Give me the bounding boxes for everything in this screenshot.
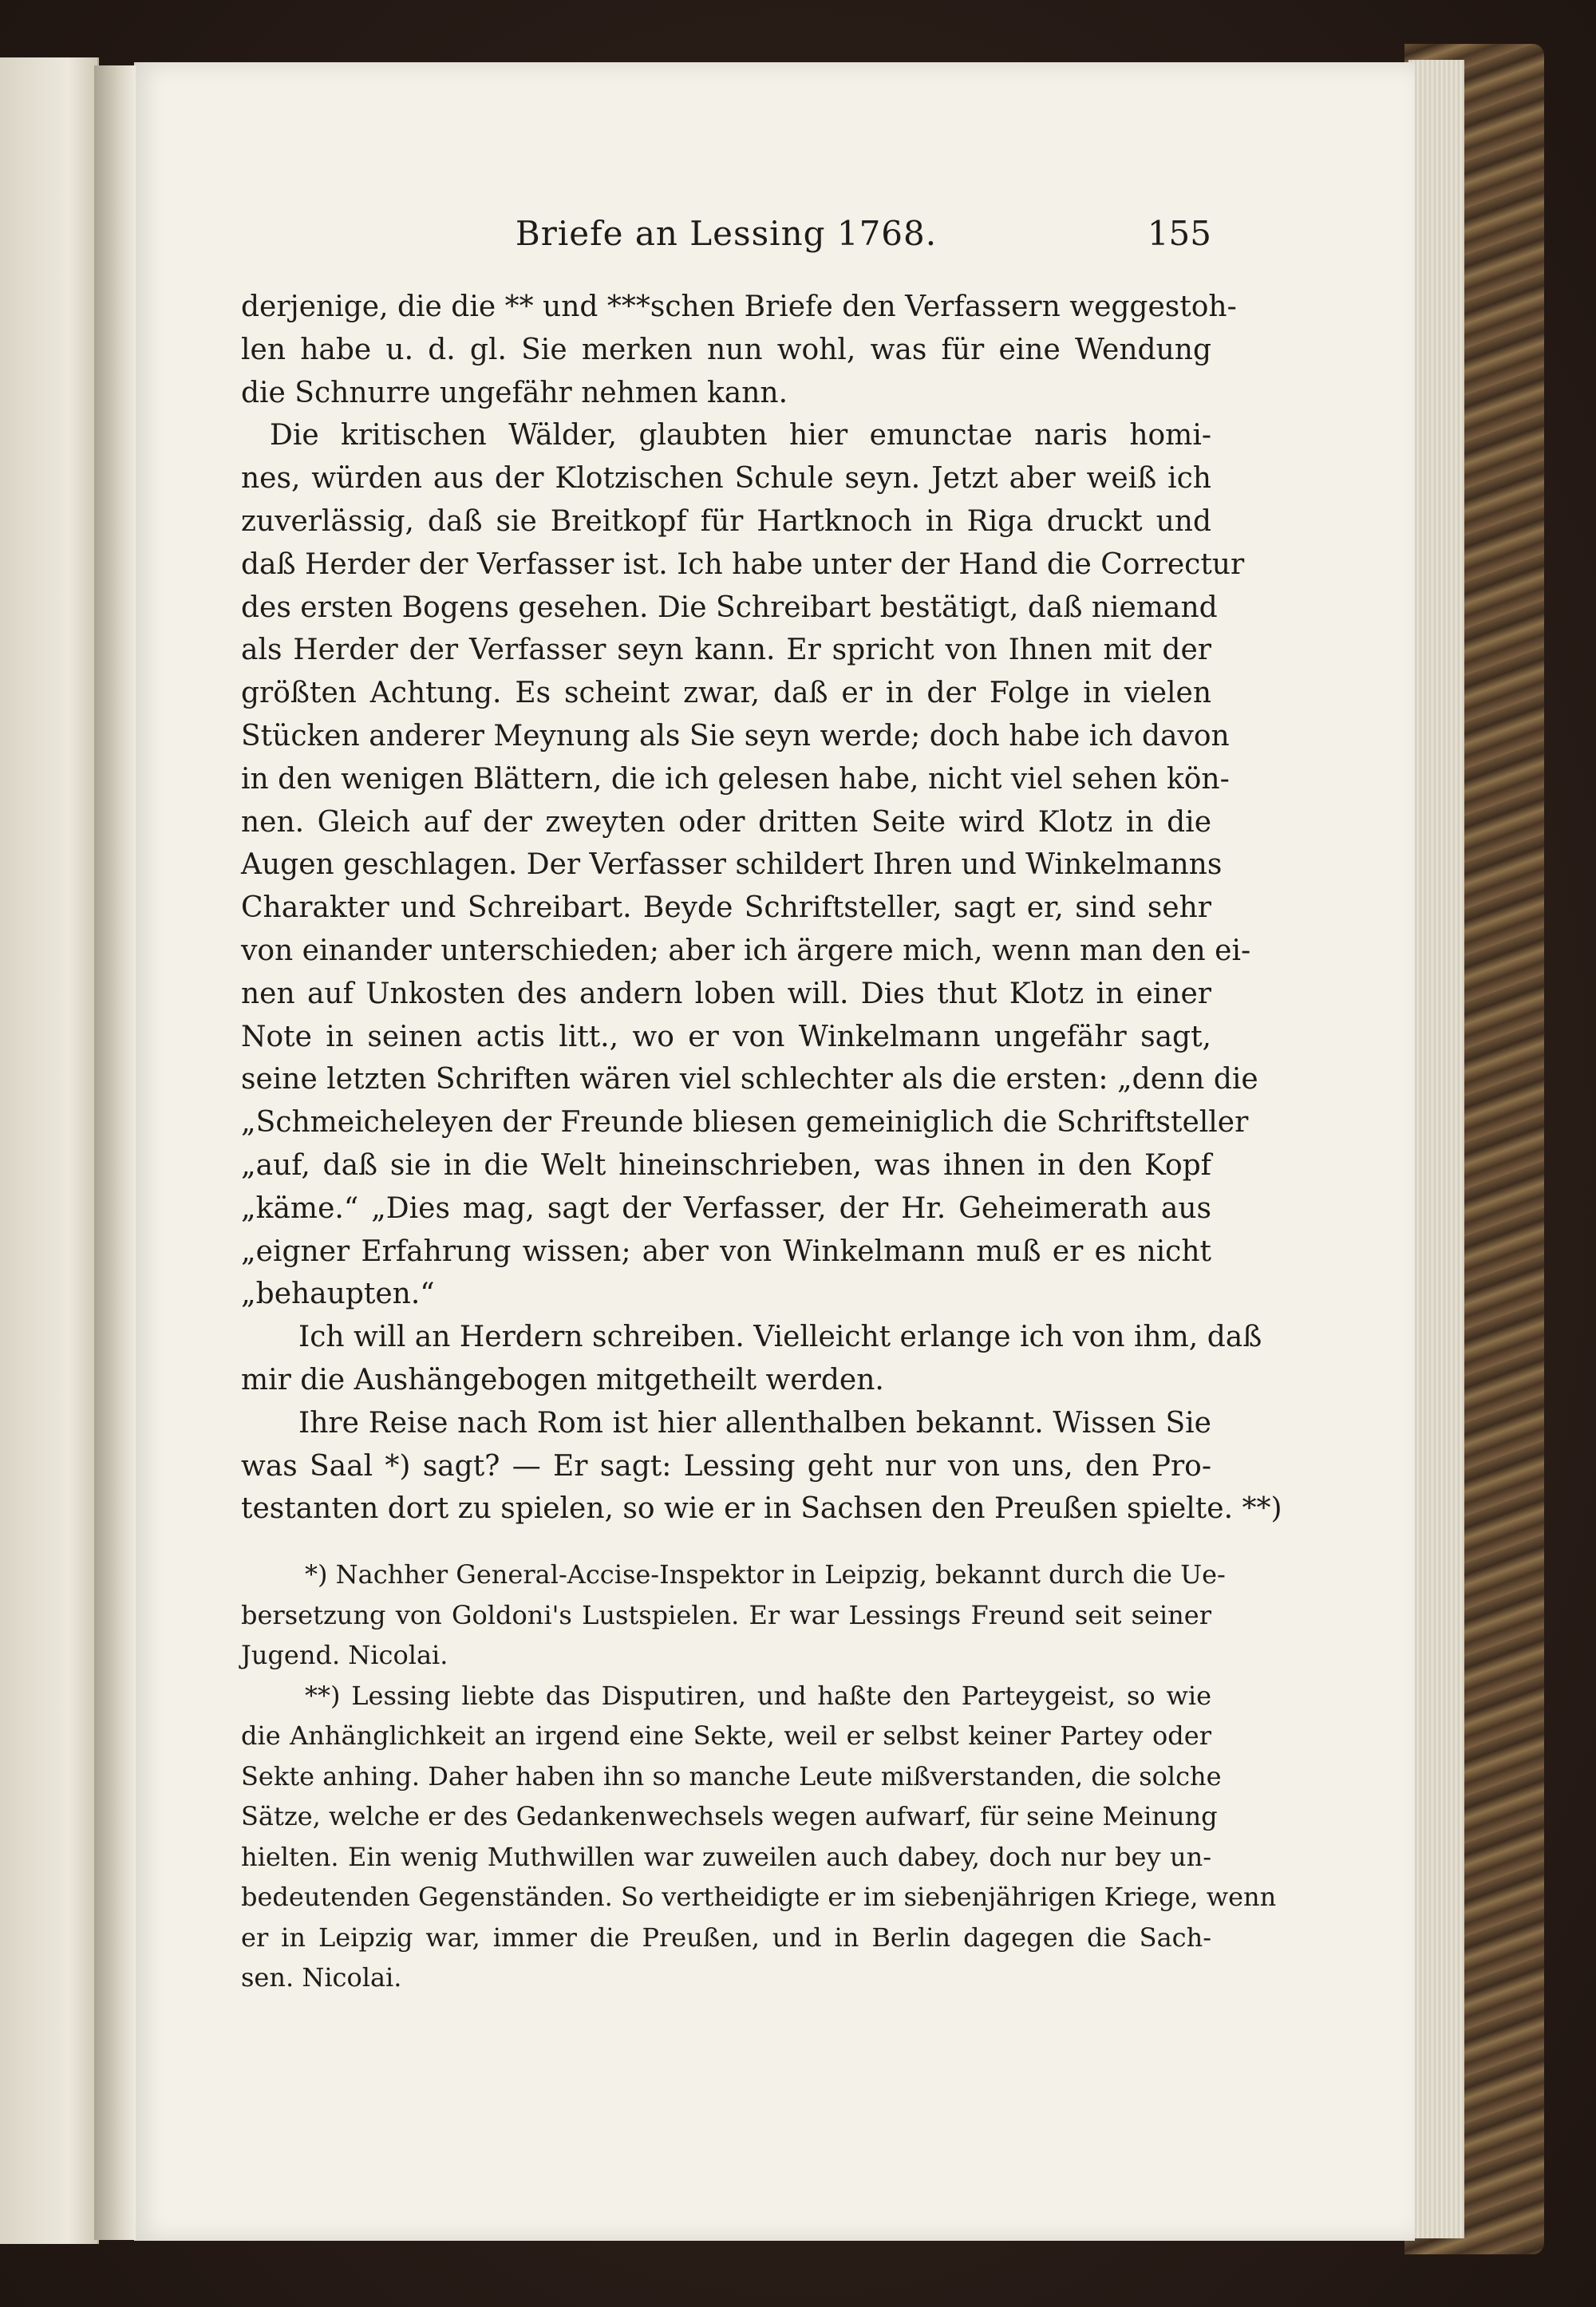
text-line: die Schnurre ungefähr nehmen kann. [241,376,788,409]
text-line: mir die Aushängebogen mitgetheilt werden. [241,1363,884,1396]
footnote-line: bersetzung von Goldoni's Lustspielen. Er war Lessings Freund seit seiner [241,1599,1211,1630]
footnote-line: Jugend. Nicolai. [241,1640,448,1670]
footnote-line: Sekte anhing. Daher haben ihn so manche Leute mißverstanden, die solche [241,1760,1222,1791]
text-line: „behaupten.“ [241,1278,435,1311]
footnote-line: sen. Nicolai. [241,1962,402,1993]
text-line: Ich will an Herdern schreiben. Vielleicht erlange ich von ihm, daß [298,1321,1262,1354]
text-line: len habe u. d. gl. Sie merken nun wohl, was für eine Wendung [241,333,1211,366]
text-line: nen auf Unkosten des andern loben will. Dies thut Klotz in einer [241,977,1211,1010]
footnote-line: die Anhänglichkeit an irgend eine Sekte, weil er selbst keiner Partey oder [241,1720,1211,1751]
footnote-line: Sätze, welche er des Gedankenwechsels wegen aufwarf, für seine Meinung [241,1801,1218,1831]
text-line: Stücken anderer Meynung als Sie seyn werde; doch habe ich davon [241,719,1230,753]
text-line: größten Achtung. Es scheint zwar, daß er in der Folge in vielen [241,677,1211,710]
text-line: seine letzten Schriften wären viel schlechter als die ersten: „denn die [241,1063,1258,1096]
text-line: „eigner Erfahrung wissen; aber von Winkelmann muß er es nicht [241,1234,1211,1268]
text-line: nes, würden aus der Klotzischen Schule seyn. Jetzt aber weiß ich [241,462,1211,496]
page-header [241,214,1211,270]
footnote-line: er in Leipzig war, immer die Preußen, und in Berlin dagegen die Sach- [241,1922,1211,1953]
text-line: Die kritischen Wälder, glaubten hier emunctae naris homi- [270,419,1211,452]
text-line: nen. Gleich auf der zweyten oder dritten Seite wird Klotz in die [241,805,1211,839]
footnotes [241,1554,1277,1998]
footnote-line: hielten. Ein wenig Muthwillen war zuweilen auch dabey, doch nur bey un- [241,1841,1211,1872]
page-gutter [94,65,136,2240]
text-line: „käme.“ „Dies mag, sagt der Verfasser, der Hr. Geheimerath aus [241,1191,1211,1225]
page-stack-edges [1408,60,1464,2238]
text-line: Augen geschlagen. Der Verfasser schildert Ihren und Winkelmanns [241,848,1223,882]
footnote-line: *) Nachher General-Accise-Inspektor in Leipzig, bekannt durch die Ue- [305,1559,1226,1590]
running-title: Briefe an Lessing 1768. [515,214,938,253]
text-line: als Herder der Verfasser seyn kann. Er spricht von Ihnen mit der [241,634,1211,667]
text-line: von einander unterschieden; aber ich ärgere mich, wenn man den ei- [241,934,1251,967]
text-line: Note in seinen actis litt., wo er von Winkelmann ungefähr sagt, [241,1020,1211,1053]
text-line: „Schmeicheleyen der Freunde bliesen gemeiniglich die Schriftsteller [241,1106,1249,1140]
text-line: was Saal *) sagt? — Er sagt: Lessing geht nur von uns, den Pro- [241,1449,1211,1483]
text-line: Ihre Reise nach Rom ist hier allenthalben bekannt. Wissen Sie [298,1406,1211,1440]
text-line: Charakter und Schreibart. Beyde Schriftsteller, sagt er, sind sehr [241,891,1211,925]
text-line: testanten dort zu spielen, so wie er in Sachsen den Preußen spielte. **) [241,1492,1282,1526]
text-line: daß Herder der Verfasser ist. Ich habe unter der Hand die Correctur [241,547,1245,581]
page-number: 155 [1147,214,1211,253]
footnote-line: **) Lessing liebte das Disputiren, und haßte den Parteygeist, so wie [305,1680,1211,1711]
text-line: „auf, daß sie in die Welt hineinschrieben, was ihnen in den Kopf [241,1148,1211,1182]
footnote-line: bedeutenden Gegenständen. So vertheidigte er im siebenjährigen Kriege, wenn [241,1882,1277,1912]
text-line: in den wenigen Blättern, die ich gelesen habe, nicht viel sehen kön- [241,762,1230,796]
text-line: des ersten Bogens gesehen. Die Schreibart bestätigt, daß niemand [241,591,1218,624]
main-text [241,286,1282,1531]
left-page-edge [0,57,99,2244]
text-line: derjenige, die die ** und ***schen Briefe den Verfassern weggestoh- [241,290,1237,323]
text-line: zuverlässig, daß sie Breitkopf für Hartknoch in Riga druckt und [241,504,1211,538]
